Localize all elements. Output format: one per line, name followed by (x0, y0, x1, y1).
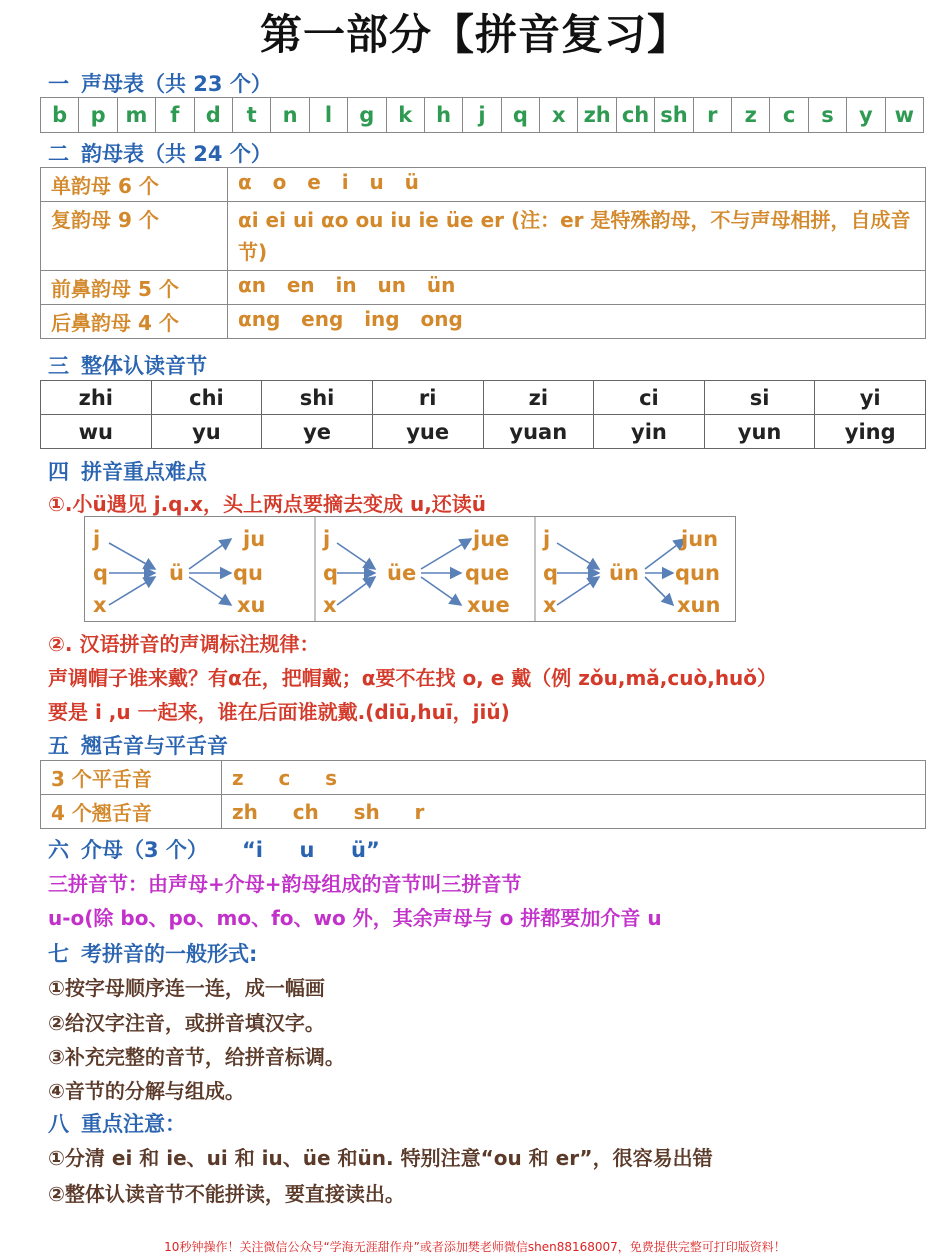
diagram-result: xue (467, 593, 510, 617)
syllable-cell: yin (594, 415, 705, 449)
syllable-cell: yuan (483, 415, 594, 449)
section-7-heading (48, 938, 257, 968)
section-title: 考拼音的一般形式: (81, 942, 258, 966)
diagram-center: üe (387, 561, 417, 585)
rule-2-line-2: 要是 i ,u 一起来，谁在后面谁就戴.(diū,huī，jiǔ) (48, 700, 510, 724)
syllable-cell: zhi (41, 381, 152, 415)
section-1-heading (48, 68, 272, 98)
initial-cell: sh (655, 98, 693, 132)
rule-2-line-1: 声调帽子谁来戴？有α在，把帽戴；α要不在找 o, e 戴（例 zǒu,mǎ,cuò,huǒ） (48, 666, 778, 690)
initial-cell: f (156, 98, 194, 132)
initial-cell: b (41, 98, 79, 132)
exam-form-item: ③补充完整的音节，给拼音标调。 (48, 1045, 345, 1069)
section-number: 七 (48, 942, 69, 966)
diagram-initial: q (323, 561, 339, 585)
diagram-initial: x (323, 593, 337, 617)
u-dots-diagram (84, 516, 736, 622)
syllable-cell: yun (704, 415, 815, 449)
initial-cell: c (770, 98, 808, 132)
section-title: 韵母表（共 24 个） (81, 142, 272, 166)
finals-label: 单韵母 6 个 (41, 168, 228, 202)
diagram-initial: q (93, 561, 109, 585)
tongue-label: 3 个平舌音 (41, 761, 222, 795)
section-3-heading (48, 350, 207, 380)
finals-label: 前鼻韵母 5 个 (41, 271, 228, 305)
page-title: 第一部分【拼音复习】 (259, 10, 690, 59)
initial-cell: s (809, 98, 847, 132)
section-number: 四 (48, 460, 69, 484)
section-number: 三 (48, 354, 69, 378)
diagram-result: xun (677, 593, 721, 617)
syllable-cell: si (704, 381, 815, 415)
initial-cell: t (233, 98, 271, 132)
section-title: 整体认读音节 (81, 354, 207, 378)
section-8-heading (48, 1108, 186, 1138)
whole-syllables-table (40, 380, 926, 449)
section-title: 翘舌音与平舌音 (81, 734, 228, 758)
diagram-initial: q (543, 561, 559, 585)
initial-cell: d (195, 98, 233, 132)
initial-cell: h (425, 98, 463, 132)
section-6-heading (48, 834, 380, 864)
syllable-cell: ye (262, 415, 373, 449)
initial-cell: q (502, 98, 540, 132)
section-number: 一 (48, 72, 69, 96)
diagram-result: que (465, 561, 510, 585)
finals-table (40, 167, 926, 339)
rule-2-heading: ②. 汉语拼音的声调标注规律： (48, 632, 320, 656)
syllable-cell: yi (815, 381, 926, 415)
initial-cell: m (118, 98, 156, 132)
diagram-initial: j (93, 527, 101, 551)
tongue-label: 4 个翘舌音 (41, 795, 222, 829)
finals-value: α o e i u ü (228, 168, 926, 202)
initial-cell: zh (578, 98, 616, 132)
attention-item: ①分清 ei 和 ie、ui 和 iu、üe 和ün. 特别注意“ou 和 er”，很容易出错 (48, 1146, 713, 1170)
section-title: 介母（3 个） (81, 838, 208, 862)
exam-form-item: ②给汉字注音，或拼音填汉字。 (48, 1011, 325, 1035)
diagram-result: jun (681, 527, 719, 551)
section-title: 重点注意： (81, 1112, 186, 1136)
section-number: 八 (48, 1112, 69, 1136)
initials-table (40, 97, 924, 133)
initial-cell: k (387, 98, 425, 132)
finals-label: 后鼻韵母 4 个 (41, 305, 228, 339)
uo-note: u-o(除 bo、po、mo、fo、wo 外，其余声母与 o 拼都要加介音 u (48, 906, 662, 930)
initial-cell: z (732, 98, 770, 132)
section-number: 二 (48, 142, 69, 166)
diagram-result: xu (237, 593, 266, 617)
initial-cell: p (79, 98, 117, 132)
diagram-result: qun (675, 561, 720, 585)
section-2-heading (48, 138, 272, 168)
initial-cell: x (540, 98, 578, 132)
section-5-heading (48, 730, 228, 760)
diagram-initial: j (323, 527, 331, 551)
initial-cell: w (894, 103, 914, 127)
section-title: 拼音重点难点 (81, 460, 207, 484)
diagram-initial: j (543, 527, 551, 551)
initial-cell: r (694, 98, 732, 132)
diagram-result: qu (233, 561, 263, 585)
finals-value: αng eng ing ong (228, 305, 926, 339)
tongue-value: z c s (222, 761, 926, 795)
syllable-cell: ri (372, 381, 483, 415)
exam-form-item: ④音节的分解与组成。 (48, 1079, 245, 1103)
footer-note: 10秒钟操作！关注微信公众号“学海无涯甜作舟”或者添加樊老师微信shen88168007，免费提供完整可打印版资料！ (164, 1240, 786, 1254)
initial-cell: y (847, 98, 885, 132)
initial-cell: ch (617, 98, 655, 132)
finals-value: αi ei ui αo ou iu ie üe er (注：er 是特殊韵母，不与声母相拼，自成音节) (228, 202, 926, 271)
diagram-center: ü (169, 561, 184, 585)
initial-cell: g (348, 98, 386, 132)
finals-label: 复韵母 9 个 (41, 202, 228, 271)
rule-1: ①.小ü遇见 j.q.x，头上两点要摘去变成 u,还读ü (48, 492, 487, 516)
diagram-initial: x (93, 593, 107, 617)
section-number: 五 (48, 734, 69, 758)
section-title: 声母表（共 23 个） (81, 72, 272, 96)
syllable-cell: zi (483, 381, 594, 415)
initial-cell: l (310, 98, 348, 132)
syllable-cell: shi (262, 381, 373, 415)
section-4-heading (48, 456, 207, 486)
syllable-cell: wu (41, 415, 152, 449)
initial-cell: n (271, 98, 309, 132)
syllable-cell: yu (151, 415, 262, 449)
diagram-result: jue (473, 527, 510, 551)
medial-letters: “i u ü” (241, 838, 380, 862)
three-part-syllable-note: 三拼音节：由声母+介母+韵母组成的音节叫三拼音节 (48, 872, 522, 896)
diagram-result: ju (243, 527, 266, 551)
syllable-cell: yue (372, 415, 483, 449)
finals-value: αn en in un ün (228, 271, 926, 305)
diagram-center: ün (609, 561, 639, 585)
diagram-initial: x (543, 593, 557, 617)
exam-form-item: ①按字母顺序连一连，成一幅画 (48, 976, 325, 1000)
syllable-cell: ci (594, 381, 705, 415)
initial-cell: j (463, 98, 501, 132)
syllable-cell: chi (151, 381, 262, 415)
section-number: 六 (48, 838, 69, 862)
tongue-table (40, 760, 926, 829)
attention-item: ②整体认读音节不能拼读，要直接读出。 (48, 1182, 405, 1206)
tongue-value: zh ch sh r (222, 795, 926, 829)
syllable-cell: ying (815, 415, 926, 449)
